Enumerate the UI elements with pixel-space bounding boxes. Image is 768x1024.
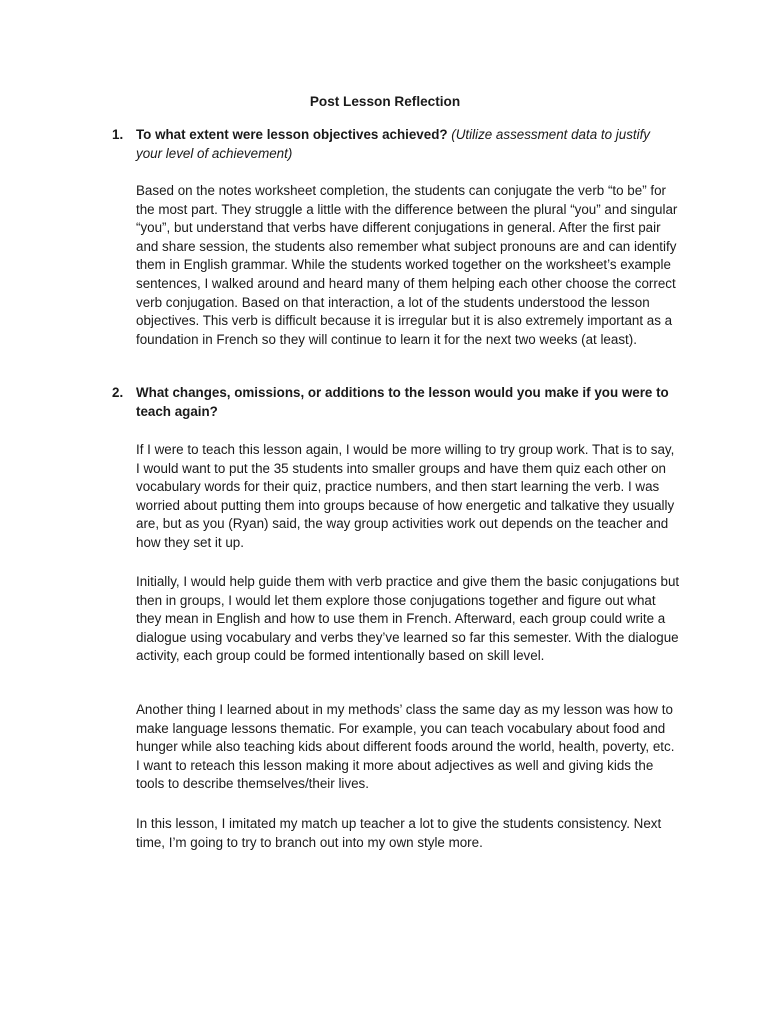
question-1-hint: (Utilize assessment data to justify your level of achievement): [136, 127, 650, 161]
page-title-text: Post Lesson Reflection: [309, 94, 461, 109]
paragraph-2: If I were to teach this lesson again, I would be more willing to try group work. That is to say, I would want to put the 35 students into smaller groups and have them quiz each other on vocabulary words for their quiz, practice numbers, and then start learning the verb. I was worried about putting them into groups because of how energetic and talkative they usually are, but as you (Ryan) said, the way group activities work out depends on the teacher and how they set it up.: [136, 442, 675, 550]
question-1-number: 1.: [112, 127, 124, 142]
paragraph-3: Initially, I would help guide them with verb practice and give them the basic conjugations but then in groups, I would let them explore those conjugations together and figure out what they mean in English and how to use them in French. Afterward, each group could write a dialogue using vocabulary and verbs they’ve learned so far this semester. With the dialogue activity, each group could be formed intentionally based on skill level.: [136, 574, 680, 664]
question-1: [112, 126, 672, 163]
question-2-text: What changes, omissions, or additions to the lesson would you make if you were to teach again?: [136, 385, 669, 419]
question-1-text: To what extent were lesson objectives achieved?: [136, 127, 448, 142]
question-2-number: 2.: [112, 385, 124, 400]
paragraph-4: Another thing I learned about in my methods’ class the same day as my lesson was how to make language lessons thematic. For example, you can teach vocabulary about food and hunger while also teaching kids about different foods around the world, health, poverty, etc. I want to reteach this lesson making it more about adjectives as well and giving kids the tools to describe themselves/their lives.: [136, 702, 675, 792]
question-1-text-wrap: [136, 126, 672, 163]
page-title: [0, 93, 768, 112]
question-2: [112, 384, 672, 421]
paragraph-5: In this lesson, I imitated my match up teacher a lot to give the students consistency. Next time, I’m going to try to branch out into my own style more.: [136, 816, 662, 850]
paragraph-1: Based on the notes worksheet completion, the students can conjugate the verb “to be” for the most part. They struggle a little with the difference between the plural “you” and singular “you”, but understand that verbs have different conjugations in general. After the first pair and share session, the students also remember what subject pronouns are and can identify them in English grammar. While the students worked together on the worksheet’s example sentences, I walked around and heard many of them helping each other choose the correct verb conjugation. Based on that interaction, a lot of the students understood the lesson objectives. This verb is difficult because it is irregular but it is also extremely important as a foundation in French so they will continue to learn it for the next two weeks (at least).: [136, 183, 678, 347]
